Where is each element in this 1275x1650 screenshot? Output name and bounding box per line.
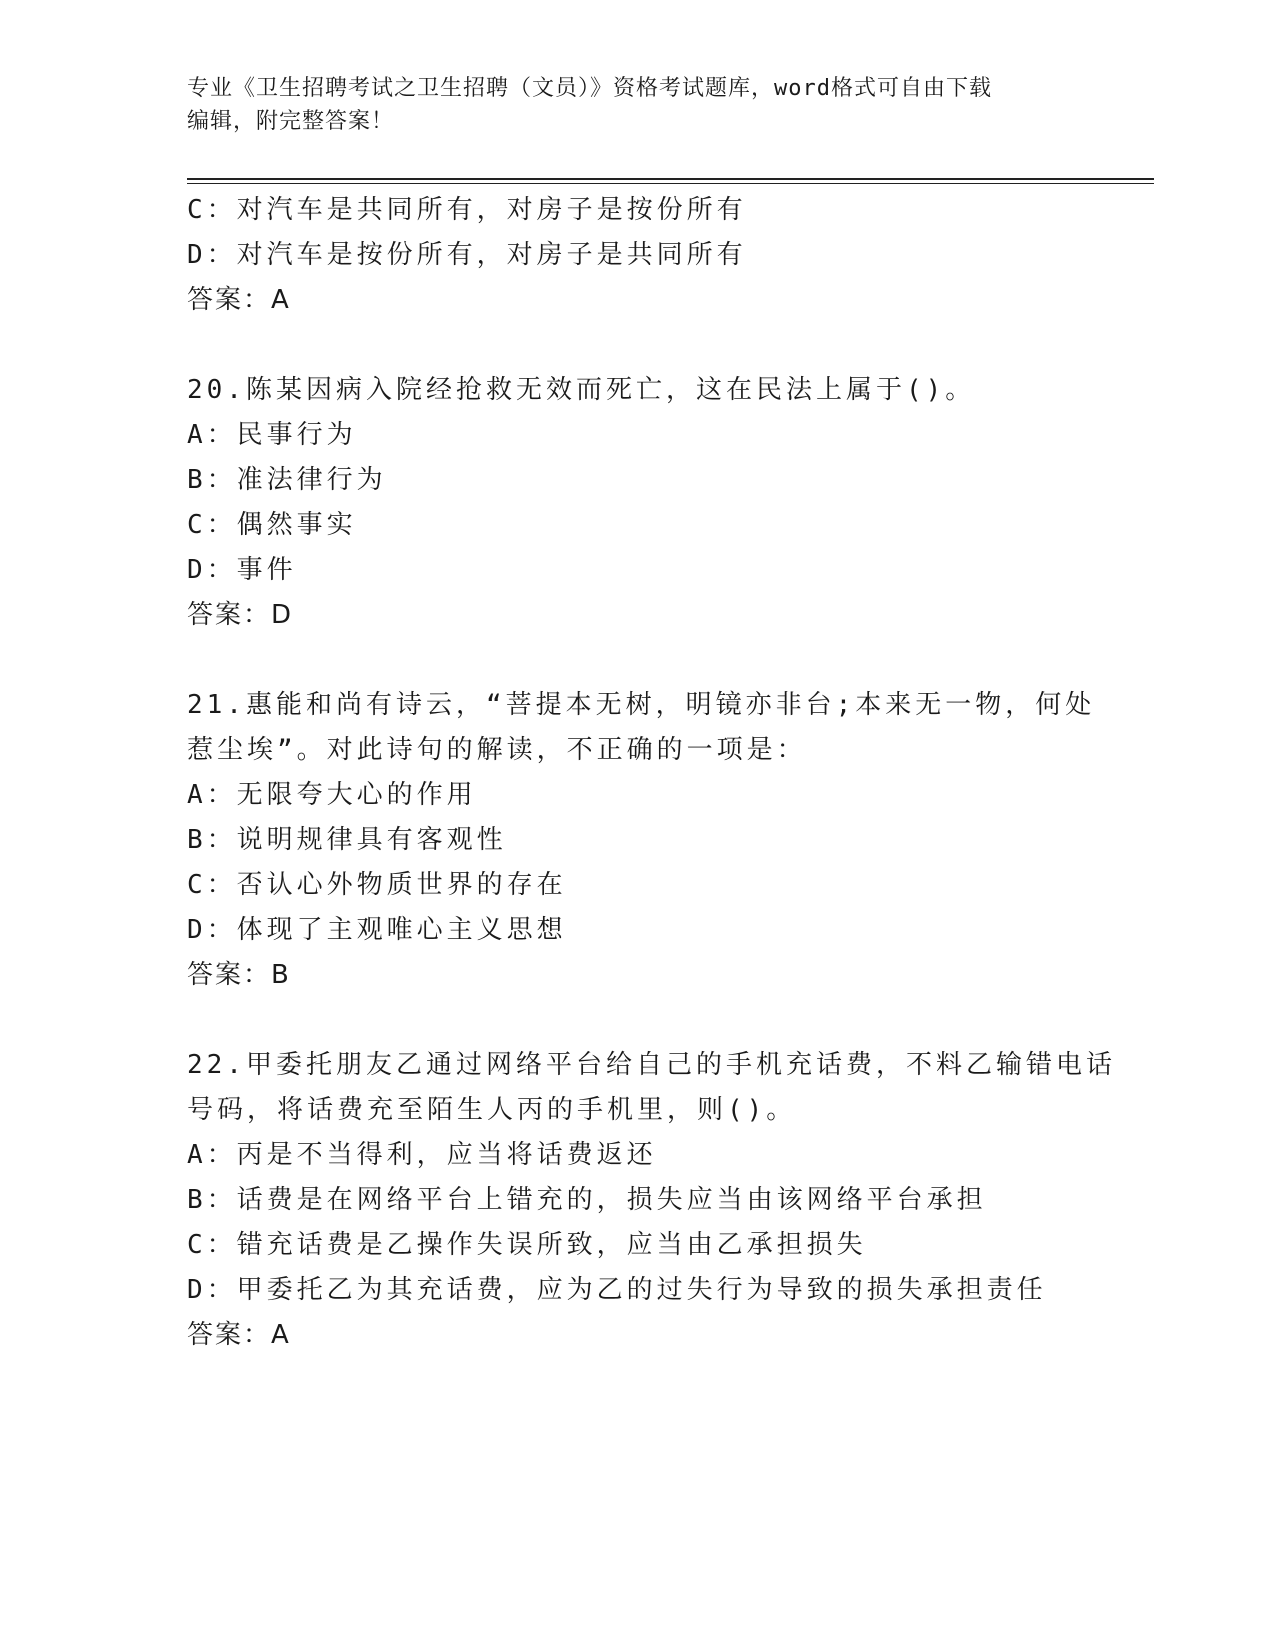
- question-22: [187, 1043, 1116, 1358]
- header-line-2: 编辑，附完整答案！: [187, 109, 395, 134]
- option-b: B：话费是在网络平台上错充的，损失应当由该网络平台承担: [187, 1185, 987, 1215]
- option-d: D：体现了主观唯心主义思想: [187, 915, 567, 945]
- question-21: [187, 683, 1096, 998]
- option-a: A：丙是不当得利，应当将话费返还: [187, 1140, 657, 1170]
- question-text-line-1: 21.惠能和尚有诗云，“菩提本无树，明镜亦非台;本来无一物，何处: [187, 690, 1096, 720]
- answer: 答案：A: [187, 1320, 291, 1350]
- answer: 答案：A: [187, 285, 291, 315]
- option-c: C：偶然事实: [187, 510, 357, 540]
- option-c: C：否认心外物质世界的存在: [187, 870, 567, 900]
- question-20: [187, 368, 1087, 638]
- prev-question: [187, 188, 1087, 323]
- header-rule-top: [187, 178, 1154, 180]
- question-text-line-1: 22.甲委托朋友乙通过网络平台给自己的手机充话费，不料乙输错电话: [187, 1050, 1116, 1080]
- option-c: C：对汽车是共同所有，对房子是按份所有: [187, 195, 747, 225]
- header-line-1: 专业《卫生招聘考试之卫生招聘（文员）》资格考试题库，word格式可自由下载: [187, 76, 992, 101]
- answer: 答案：B: [187, 960, 291, 990]
- option-b: B：准法律行为: [187, 465, 387, 495]
- question-text: 20.陈某因病入院经抢救无效而死亡，这在民法上属于()。: [187, 375, 976, 405]
- header-rule-bottom: [187, 183, 1154, 184]
- option-b: B：说明规律具有客观性: [187, 825, 507, 855]
- question-text-line-2: 惹尘埃”。对此诗句的解读，不正确的一项是：: [187, 735, 807, 765]
- document-header: [187, 72, 1067, 138]
- option-d: D：对汽车是按份所有，对房子是共同所有: [187, 240, 747, 270]
- option-c: C：错充话费是乙操作失误所致，应当由乙承担损失: [187, 1230, 867, 1260]
- answer: 答案：D: [187, 600, 294, 630]
- option-a: A：无限夸大心的作用: [187, 780, 477, 810]
- option-d: D：甲委托乙为其充话费，应为乙的过失行为导致的损失承担责任: [187, 1275, 1047, 1305]
- option-d: D：事件: [187, 555, 297, 585]
- question-text-line-2: 号码，将话费充至陌生人丙的手机里，则()。: [187, 1095, 797, 1125]
- option-a: A：民事行为: [187, 420, 357, 450]
- question-list: [187, 188, 1116, 1358]
